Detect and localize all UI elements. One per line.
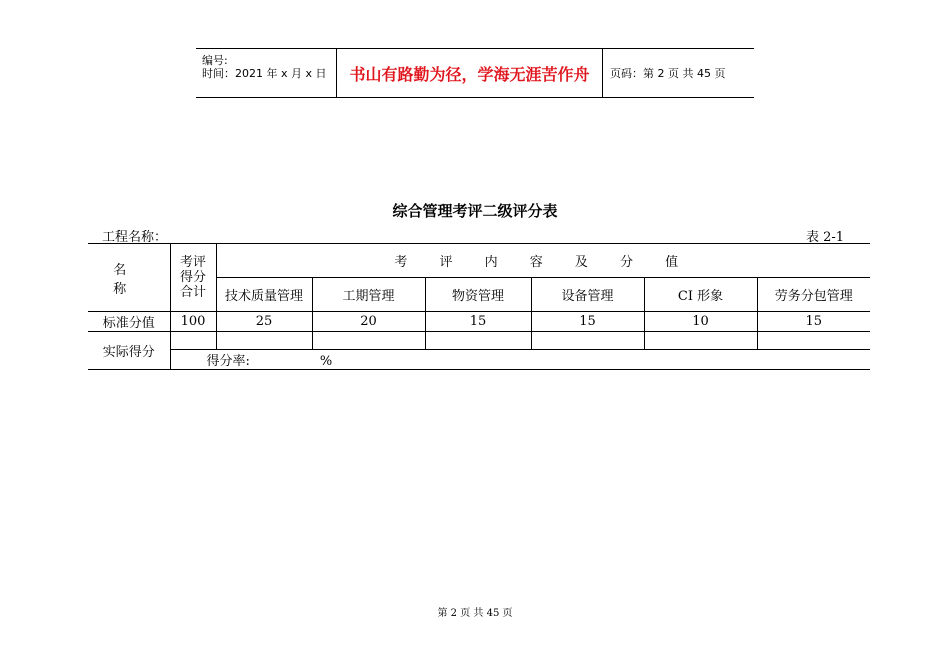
column-header: CI 形象 <box>644 278 757 312</box>
header-meta <box>196 49 337 97</box>
content-group-header: 考 评 内 容 及 分 值 <box>216 244 870 278</box>
header-slogan: 书山有路勤为径，学海无涯苦作舟 <box>337 49 603 97</box>
actual-value <box>216 332 312 350</box>
std-label: 标准分值 <box>88 312 170 332</box>
actual-value <box>425 332 531 350</box>
actual-value <box>312 332 425 350</box>
column-header: 工期管理 <box>312 278 425 312</box>
project-name-label: 工程名称： <box>102 230 168 245</box>
std-total: 100 <box>170 312 216 332</box>
name-header: 名 称 <box>88 244 170 312</box>
actual-label: 实际得分 <box>88 332 170 370</box>
time-label: 时间：2021 年 x 月 x 日 <box>202 67 327 80</box>
page-title: 综合管理考评二级评分表 <box>392 202 558 220</box>
column-header: 物资管理 <box>425 278 531 312</box>
table-row <box>88 350 870 370</box>
header-page-label: 页码：第 2 页 共 45 页 <box>610 67 726 80</box>
std-value: 10 <box>644 312 757 332</box>
score-rate-cell <box>170 350 870 370</box>
std-value: 20 <box>312 312 425 332</box>
std-value: 25 <box>216 312 312 332</box>
actual-value <box>531 332 644 350</box>
page-header <box>196 48 754 98</box>
score-table <box>88 243 870 370</box>
column-header: 设备管理 <box>531 278 644 312</box>
std-value: 15 <box>425 312 531 332</box>
actual-value <box>757 332 870 350</box>
column-header: 劳务分包管理 <box>757 278 870 312</box>
table-number: 表 2-1 <box>806 230 845 245</box>
number-label: 编号: <box>202 54 228 67</box>
actual-value <box>644 332 757 350</box>
total-header: 考评 得分 合计 <box>170 244 216 312</box>
table-row <box>88 332 870 350</box>
score-rate-label: 得分率: <box>206 354 250 369</box>
page-footer: 第 2 页 共 45 页 <box>437 608 513 619</box>
table-row <box>88 312 870 332</box>
column-header: 技术质量管理 <box>216 278 312 312</box>
std-value: 15 <box>531 312 644 332</box>
actual-total <box>170 332 216 350</box>
std-value: 15 <box>757 312 870 332</box>
score-rate-unit: % <box>319 354 333 369</box>
